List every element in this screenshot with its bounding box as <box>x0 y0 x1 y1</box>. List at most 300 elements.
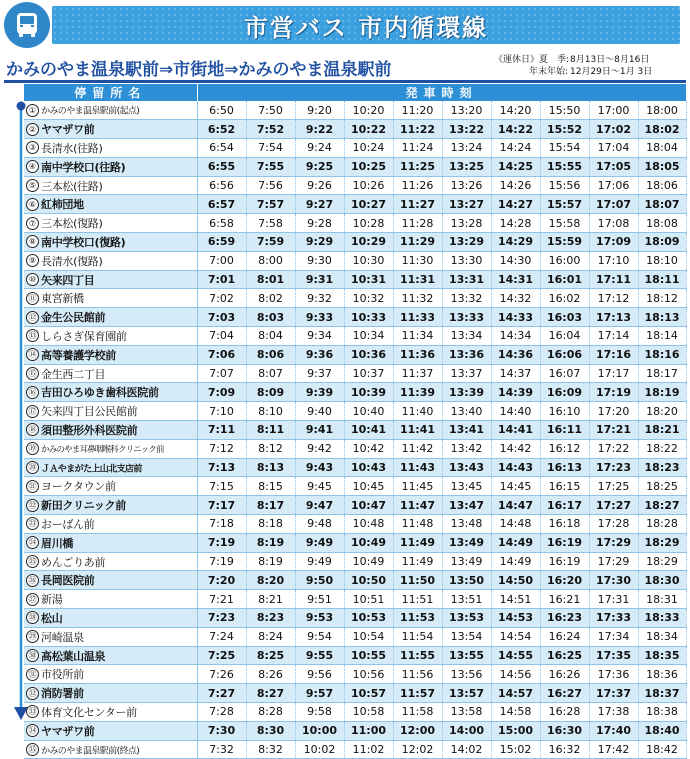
departure-time: 10:27 <box>344 195 393 214</box>
stop-cell <box>24 120 197 139</box>
stop-name: ＪＡやまがた上山北支店前 <box>41 464 142 475</box>
stop-cell <box>24 721 197 740</box>
departure-time: 10:58 <box>344 703 393 722</box>
departure-time: 7:19 <box>197 552 246 571</box>
stop-name: ヨークタウン前 <box>41 480 116 494</box>
departure-time: 18:35 <box>638 646 686 665</box>
stop-cell <box>24 421 197 440</box>
departure-time: 17:23 <box>589 458 638 477</box>
stop-number: ㉞ <box>26 724 39 737</box>
departure-time: 9:57 <box>295 684 344 703</box>
stop-cell <box>24 515 197 534</box>
departure-time: 9:22 <box>295 120 344 139</box>
departure-time: 7:01 <box>197 270 246 289</box>
departure-time: 18:25 <box>638 477 686 496</box>
stop-number: ㉕ <box>26 555 39 568</box>
departure-time: 18:12 <box>638 289 686 308</box>
stop-number: ㉓ <box>26 517 39 530</box>
stop-cell <box>24 233 197 252</box>
departure-time: 8:28 <box>246 703 295 722</box>
departure-time: 15:54 <box>540 139 589 158</box>
departure-time: 13:20 <box>442 101 491 120</box>
stop-cell <box>24 101 197 120</box>
stop-name: 消防署前 <box>41 687 84 701</box>
departure-time: 10:49 <box>344 552 393 571</box>
departure-time: 17:04 <box>589 139 638 158</box>
suspension-notice <box>494 54 686 78</box>
departure-time: 13:30 <box>442 251 491 270</box>
departure-time: 18:27 <box>638 496 686 515</box>
stop-cell <box>24 458 197 477</box>
route-title: かみのやま温泉駅前⇒市街地⇒かみのやま温泉駅前 <box>6 60 392 80</box>
departure-time: 7:10 <box>197 402 246 421</box>
departure-time: 14:54 <box>491 627 540 646</box>
departure-time: 14:47 <box>491 496 540 515</box>
departure-time: 17:42 <box>589 740 638 759</box>
stop-name: 南中学校口(復路) <box>41 235 126 249</box>
departure-time: 10:45 <box>344 477 393 496</box>
stop-number: ⑪ <box>26 292 39 305</box>
departure-time: 17:17 <box>589 364 638 383</box>
departure-time: 8:20 <box>246 571 295 590</box>
stop-name: 三本松(復路) <box>41 217 103 231</box>
departure-time: 16:19 <box>540 552 589 571</box>
departure-time: 18:20 <box>638 402 686 421</box>
departure-time: 11:26 <box>393 176 442 195</box>
departure-time: 13:39 <box>442 383 491 402</box>
departure-time: 12:02 <box>393 740 442 759</box>
departure-time: 16:07 <box>540 364 589 383</box>
departure-time: 8:18 <box>246 515 295 534</box>
departure-time: 8:19 <box>246 552 295 571</box>
table-row <box>24 740 686 759</box>
departure-time: 16:01 <box>540 270 589 289</box>
departure-time: 11:50 <box>393 571 442 590</box>
departure-time: 11:32 <box>393 289 442 308</box>
departure-time: 18:14 <box>638 327 686 346</box>
stop-number: ⑦ <box>26 217 39 230</box>
stop-number: ㉛ <box>26 668 39 681</box>
timetable-body <box>24 101 686 759</box>
departure-time: 14:25 <box>491 157 540 176</box>
departure-time: 11:20 <box>393 101 442 120</box>
stop-cell <box>24 270 197 289</box>
departure-time: 14:45 <box>491 477 540 496</box>
notice-newyear <box>494 66 686 78</box>
departure-time: 17:37 <box>589 684 638 703</box>
departure-time: 13:45 <box>442 477 491 496</box>
departure-time: 13:42 <box>442 439 491 458</box>
table-row <box>24 251 686 270</box>
departure-time: 16:24 <box>540 627 589 646</box>
departure-time: 10:34 <box>344 327 393 346</box>
bus-icon-graphic <box>12 10 42 40</box>
table-row <box>24 609 686 628</box>
departure-time: 7:54 <box>246 139 295 158</box>
departure-time: 11:45 <box>393 477 442 496</box>
stop-name: 長岡医院前 <box>41 574 95 588</box>
departure-time: 16:04 <box>540 327 589 346</box>
departure-time: 15:52 <box>540 120 589 139</box>
departure-time: 7:24 <box>197 627 246 646</box>
departure-time: 13:27 <box>442 195 491 214</box>
departure-time: 9:39 <box>295 383 344 402</box>
departure-time: 18:37 <box>638 684 686 703</box>
stop-number: ⑭ <box>26 348 39 361</box>
stop-number: ⑮ <box>26 367 39 380</box>
departure-time: 16:17 <box>540 496 589 515</box>
table-row <box>24 665 686 684</box>
departure-time: 10:43 <box>344 458 393 477</box>
departure-time: 18:28 <box>638 515 686 534</box>
departure-time: 8:21 <box>246 590 295 609</box>
departure-time: 9:36 <box>295 345 344 364</box>
stop-number: ㉔ <box>26 536 39 549</box>
stop-cell <box>24 176 197 195</box>
departure-time: 7:06 <box>197 345 246 364</box>
stop-number: ⑫ <box>26 311 39 324</box>
departure-time: 14:33 <box>491 308 540 327</box>
departure-time: 10:24 <box>344 139 393 158</box>
departure-time: 18:30 <box>638 571 686 590</box>
departure-time: 11:22 <box>393 120 442 139</box>
stop-cell <box>24 740 197 759</box>
table-row <box>24 721 686 740</box>
departure-time: 9:41 <box>295 421 344 440</box>
departure-time: 9:40 <box>295 402 344 421</box>
departure-time: 9:55 <box>295 646 344 665</box>
departure-time: 8:17 <box>246 496 295 515</box>
departure-time: 17:25 <box>589 477 638 496</box>
departure-time: 11:27 <box>393 195 442 214</box>
departure-time: 15:55 <box>540 157 589 176</box>
departure-time: 13:53 <box>442 609 491 628</box>
stop-cell <box>24 251 197 270</box>
stop-name: しらさぎ保育園前 <box>41 329 127 343</box>
stop-cell <box>24 327 197 346</box>
departure-time: 8:27 <box>246 684 295 703</box>
departure-time: 14:42 <box>491 439 540 458</box>
departure-time: 16:03 <box>540 308 589 327</box>
departure-time: 15:00 <box>491 721 540 740</box>
departure-time: 13:54 <box>442 627 491 646</box>
departure-time: 11:55 <box>393 646 442 665</box>
departure-time: 14:36 <box>491 345 540 364</box>
departure-time: 16:28 <box>540 703 589 722</box>
stop-name: 南中学校口(往路) <box>41 160 126 174</box>
departure-time: 17:40 <box>589 721 638 740</box>
departure-time: 17:11 <box>589 270 638 289</box>
stop-cell <box>24 665 197 684</box>
stop-name: ヤマザワ前 <box>41 123 95 137</box>
departure-time: 16:02 <box>540 289 589 308</box>
departure-time: 18:23 <box>638 458 686 477</box>
departure-time: 7:17 <box>197 496 246 515</box>
stop-name: 長清水(往路) <box>41 141 103 155</box>
departure-time: 9:48 <box>295 515 344 534</box>
departure-time: 10:25 <box>344 157 393 176</box>
stop-number: ⑬ <box>26 329 39 342</box>
departure-time: 16:25 <box>540 646 589 665</box>
table-row <box>24 515 686 534</box>
departure-time: 8:06 <box>246 345 295 364</box>
departure-time: 11:33 <box>393 308 442 327</box>
departure-time: 17:29 <box>589 552 638 571</box>
stop-number: ① <box>26 104 39 117</box>
table-row <box>24 101 686 120</box>
departure-time: 17:28 <box>589 515 638 534</box>
departure-time: 11:57 <box>393 684 442 703</box>
departure-time: 17:00 <box>589 101 638 120</box>
departure-time: 8:32 <box>246 740 295 759</box>
notice-summer <box>494 54 686 66</box>
stop-number: ㉑ <box>26 480 39 493</box>
departure-time: 8:30 <box>246 721 295 740</box>
stop-name: かみのやま耳鼻咽喉科クリニック前 <box>41 444 164 455</box>
departure-time: 14:32 <box>491 289 540 308</box>
table-row <box>24 402 686 421</box>
departure-time: 11:54 <box>393 627 442 646</box>
departure-time: 13:49 <box>442 552 491 571</box>
departure-time: 7:13 <box>197 458 246 477</box>
departure-time: 10:47 <box>344 496 393 515</box>
stop-number: ㉙ <box>26 630 39 643</box>
stop-number: ⑨ <box>26 254 39 267</box>
departure-time: 14:02 <box>442 740 491 759</box>
departure-time: 10:55 <box>344 646 393 665</box>
table-row <box>24 571 686 590</box>
departure-time: 16:00 <box>540 251 589 270</box>
stop-name: 三本松(往路) <box>41 179 103 193</box>
stop-cell <box>24 214 197 233</box>
departure-time: 10:57 <box>344 684 393 703</box>
departure-time: 13:55 <box>442 646 491 665</box>
departure-time: 7:25 <box>197 646 246 665</box>
departure-time: 14:58 <box>491 703 540 722</box>
departure-time: 9:50 <box>295 571 344 590</box>
departure-time: 8:11 <box>246 421 295 440</box>
stop-name: ヤマザワ前 <box>41 724 95 738</box>
departure-time: 15:58 <box>540 214 589 233</box>
departure-time: 18:07 <box>638 195 686 214</box>
departure-time: 17:14 <box>589 327 638 346</box>
departure-time: 17:19 <box>589 383 638 402</box>
departure-time: 7:07 <box>197 364 246 383</box>
departure-time: 16:32 <box>540 740 589 759</box>
stop-cell <box>24 552 197 571</box>
stop-cell <box>24 383 197 402</box>
departure-time: 8:04 <box>246 327 295 346</box>
departure-time: 9:34 <box>295 327 344 346</box>
departure-time: 9:37 <box>295 364 344 383</box>
stop-number: ㉗ <box>26 593 39 606</box>
departure-time: 7:19 <box>197 533 246 552</box>
stop-number: ⑯ <box>26 386 39 399</box>
departure-time: 7:59 <box>246 233 295 252</box>
departure-time: 16:09 <box>540 383 589 402</box>
departure-time: 13:32 <box>442 289 491 308</box>
departure-time: 13:50 <box>442 571 491 590</box>
departure-time: 18:11 <box>638 270 686 289</box>
table-row <box>24 703 686 722</box>
departure-time: 7:00 <box>197 251 246 270</box>
departure-time: 16:13 <box>540 458 589 477</box>
stop-cell <box>24 477 197 496</box>
departure-time: 10:36 <box>344 345 393 364</box>
departure-time: 7:27 <box>197 684 246 703</box>
departure-time: 10:50 <box>344 571 393 590</box>
stop-name: 吉田ひろゆき歯科医院前 <box>41 386 159 400</box>
departure-time: 7:11 <box>197 421 246 440</box>
departure-time: 7:30 <box>197 721 246 740</box>
departure-time: 9:20 <box>295 101 344 120</box>
departure-time: 10:39 <box>344 383 393 402</box>
stop-cell <box>24 627 197 646</box>
departure-time: 18:02 <box>638 120 686 139</box>
departure-time: 9:28 <box>295 214 344 233</box>
stop-cell <box>24 308 197 327</box>
stop-name: かみのやま温泉駅前(終点) <box>41 746 140 757</box>
times-column-header: 発車時刻 <box>197 84 686 101</box>
departure-time: 18:31 <box>638 590 686 609</box>
departure-time: 17:38 <box>589 703 638 722</box>
departure-time: 14:20 <box>491 101 540 120</box>
departure-time: 15:59 <box>540 233 589 252</box>
departure-time: 14:40 <box>491 402 540 421</box>
header-banner <box>0 0 690 50</box>
stop-name: 金生西二丁目 <box>41 367 106 381</box>
departure-time: 7:57 <box>246 195 295 214</box>
route-title-underline <box>4 80 686 83</box>
departure-time: 11:02 <box>344 740 393 759</box>
departure-time: 18:08 <box>638 214 686 233</box>
departure-time: 7:03 <box>197 308 246 327</box>
departure-time: 16:11 <box>540 421 589 440</box>
departure-time: 13:43 <box>442 458 491 477</box>
stop-number: ㉜ <box>26 687 39 700</box>
departure-time: 7:56 <box>246 176 295 195</box>
departure-time: 11:24 <box>393 139 442 158</box>
timetable <box>24 84 687 759</box>
departure-time: 18:09 <box>638 233 686 252</box>
departure-time: 18:36 <box>638 665 686 684</box>
departure-time: 18:10 <box>638 251 686 270</box>
departure-time: 7:12 <box>197 439 246 458</box>
departure-time: 14:53 <box>491 609 540 628</box>
stop-number: ⑧ <box>26 235 39 248</box>
departure-time: 9:26 <box>295 176 344 195</box>
departure-time: 8:23 <box>246 609 295 628</box>
stop-number: ⑩ <box>26 273 39 286</box>
stop-cell <box>24 590 197 609</box>
departure-time: 17:13 <box>589 308 638 327</box>
departure-time: 10:32 <box>344 289 393 308</box>
stop-cell <box>24 364 197 383</box>
departure-time: 18:29 <box>638 552 686 571</box>
departure-time: 10:41 <box>344 421 393 440</box>
departure-time: 17:35 <box>589 646 638 665</box>
departure-time: 7:02 <box>197 289 246 308</box>
departure-time: 9:29 <box>295 233 344 252</box>
departure-time: 9:47 <box>295 496 344 515</box>
departure-time: 10:40 <box>344 402 393 421</box>
stop-number: ㉖ <box>26 574 39 587</box>
departure-time: 11:49 <box>393 533 442 552</box>
stop-name: 金生公民館前 <box>41 311 106 325</box>
departure-time: 9:24 <box>295 139 344 158</box>
table-row <box>24 327 686 346</box>
table-row <box>24 421 686 440</box>
table-row <box>24 270 686 289</box>
stop-cell <box>24 646 197 665</box>
departure-time: 14:55 <box>491 646 540 665</box>
departure-time: 17:36 <box>589 665 638 684</box>
departure-time: 17:09 <box>589 233 638 252</box>
departure-time: 18:13 <box>638 308 686 327</box>
departure-time: 18:17 <box>638 364 686 383</box>
departure-time: 14:29 <box>491 233 540 252</box>
departure-time: 18:33 <box>638 609 686 628</box>
departure-time: 17:12 <box>589 289 638 308</box>
departure-time: 17:29 <box>589 533 638 552</box>
stop-column-header: 停留所名 <box>24 84 197 101</box>
departure-time: 7:32 <box>197 740 246 759</box>
table-row <box>24 139 686 158</box>
departure-time: 16:18 <box>540 515 589 534</box>
departure-time: 16:27 <box>540 684 589 703</box>
departure-time: 16:26 <box>540 665 589 684</box>
departure-time: 14:24 <box>491 139 540 158</box>
departure-time: 11:47 <box>393 496 442 515</box>
stop-name: 河崎温泉 <box>41 630 84 644</box>
stop-number: ④ <box>26 160 39 173</box>
departure-time: 14:56 <box>491 665 540 684</box>
departure-time: 11:36 <box>393 345 442 364</box>
departure-time: 6:52 <box>197 120 246 139</box>
departure-time: 9:49 <box>295 533 344 552</box>
departure-time: 11:31 <box>393 270 442 289</box>
timetable-header <box>24 84 686 101</box>
departure-time: 16:23 <box>540 609 589 628</box>
departure-time: 7:15 <box>197 477 246 496</box>
departure-time: 14:43 <box>491 458 540 477</box>
departure-time: 18:05 <box>638 157 686 176</box>
bus-icon <box>4 2 50 48</box>
departure-time: 13:31 <box>442 270 491 289</box>
departure-time: 9:25 <box>295 157 344 176</box>
stop-number: ㉟ <box>26 743 39 756</box>
departure-time: 6:56 <box>197 176 246 195</box>
stop-cell <box>24 289 197 308</box>
departure-time: 9:30 <box>295 251 344 270</box>
departure-time: 17:07 <box>589 195 638 214</box>
departure-time: 17:33 <box>589 609 638 628</box>
stop-name: 新田クリニック前 <box>41 499 126 513</box>
departure-time: 17:10 <box>589 251 638 270</box>
departure-time: 12:00 <box>393 721 442 740</box>
departure-time: 10:33 <box>344 308 393 327</box>
departure-time: 9:31 <box>295 270 344 289</box>
table-row <box>24 214 686 233</box>
table-row <box>24 590 686 609</box>
stop-name: 矢来四丁目公民館前 <box>41 405 138 419</box>
departure-time: 10:30 <box>344 251 393 270</box>
departure-time: 7:26 <box>197 665 246 684</box>
departure-time: 10:29 <box>344 233 393 252</box>
departure-time: 11:53 <box>393 609 442 628</box>
stop-number: ⑲ <box>26 442 39 455</box>
departure-time: 18:38 <box>638 703 686 722</box>
